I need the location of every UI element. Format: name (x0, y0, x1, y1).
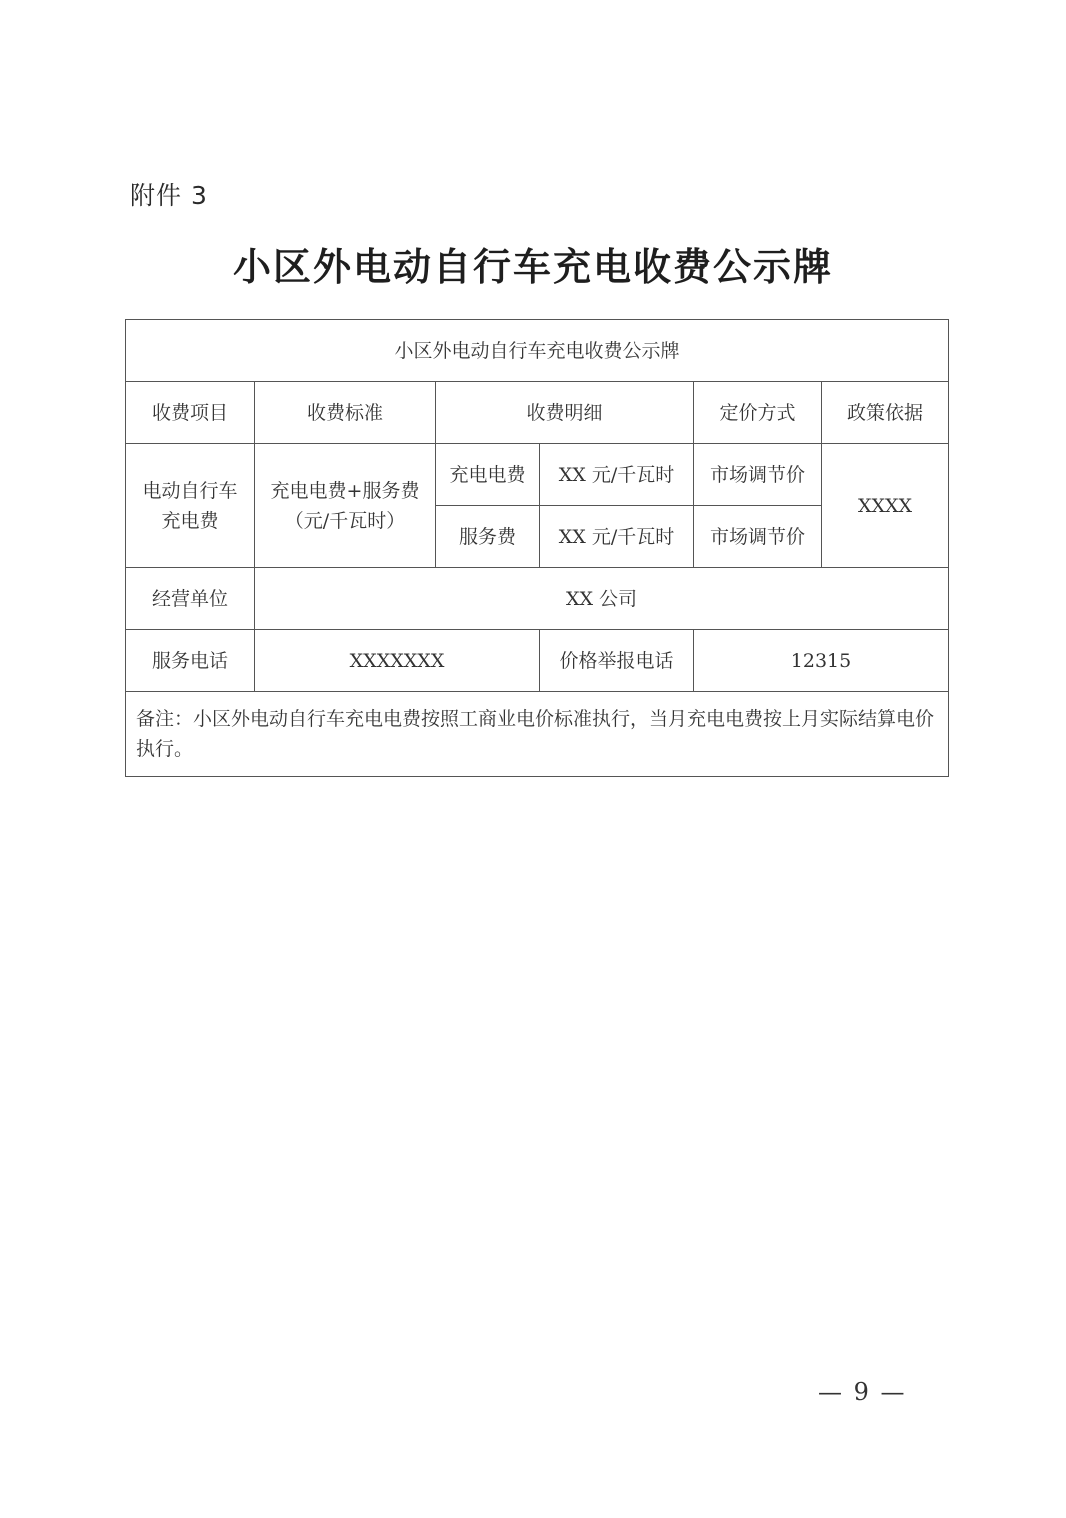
note-row (126, 692, 949, 777)
attachment-label: 附件 3 (130, 181, 208, 210)
sub-fee-pricing-charging: 市场调节价 (694, 444, 822, 506)
sub-fee-pricing-service: 市场调节价 (694, 506, 822, 568)
page-title: 小区外电动自行车充电收费公示牌 (232, 245, 833, 289)
table-caption-row (126, 320, 949, 382)
fee-item-line2: 充电费 (161, 509, 219, 532)
fee-item-cell (126, 444, 255, 568)
header-policy: 政策依据 (822, 382, 949, 444)
sub-fee-price-service: XX 元/千瓦时 (540, 506, 694, 568)
table-caption: 小区外电动自行车充电收费公示牌 (126, 320, 949, 382)
sub-fee-name-service: 服务费 (436, 506, 540, 568)
fee-standard-line2: （元/千瓦时） (284, 509, 406, 532)
header-detail: 收费明细 (436, 382, 694, 444)
note-text: 备注：小区外电动自行车充电电费按照工商业电价标准执行，当月充电电费按上月实际结算电价执行。 (126, 692, 949, 777)
header-standard: 收费标准 (255, 382, 436, 444)
fee-row-charging (126, 444, 949, 506)
page-number: — 9 — (818, 1378, 907, 1406)
operator-row (126, 568, 949, 630)
sub-fee-price-charging: XX 元/千瓦时 (540, 444, 694, 506)
service-phone-value: XXXXXXX (255, 630, 540, 692)
sub-fee-name-charging: 充电电费 (436, 444, 540, 506)
operator-label: 经营单位 (126, 568, 255, 630)
report-phone-label: 价格举报电话 (540, 630, 694, 692)
fee-standard-cell (255, 444, 436, 568)
operator-value: XX 公司 (255, 568, 949, 630)
report-phone-value: 12315 (694, 630, 949, 692)
header-row (126, 382, 949, 444)
fee-standard-line1: 充电电费+服务费 (270, 479, 420, 502)
fee-notice-table (125, 319, 949, 777)
service-phone-label: 服务电话 (126, 630, 255, 692)
header-pricing: 定价方式 (694, 382, 822, 444)
fee-item-line1: 电动自行车 (142, 479, 238, 502)
policy-basis: XXXX (822, 444, 949, 568)
phone-row (126, 630, 949, 692)
header-item: 收费项目 (126, 382, 255, 444)
